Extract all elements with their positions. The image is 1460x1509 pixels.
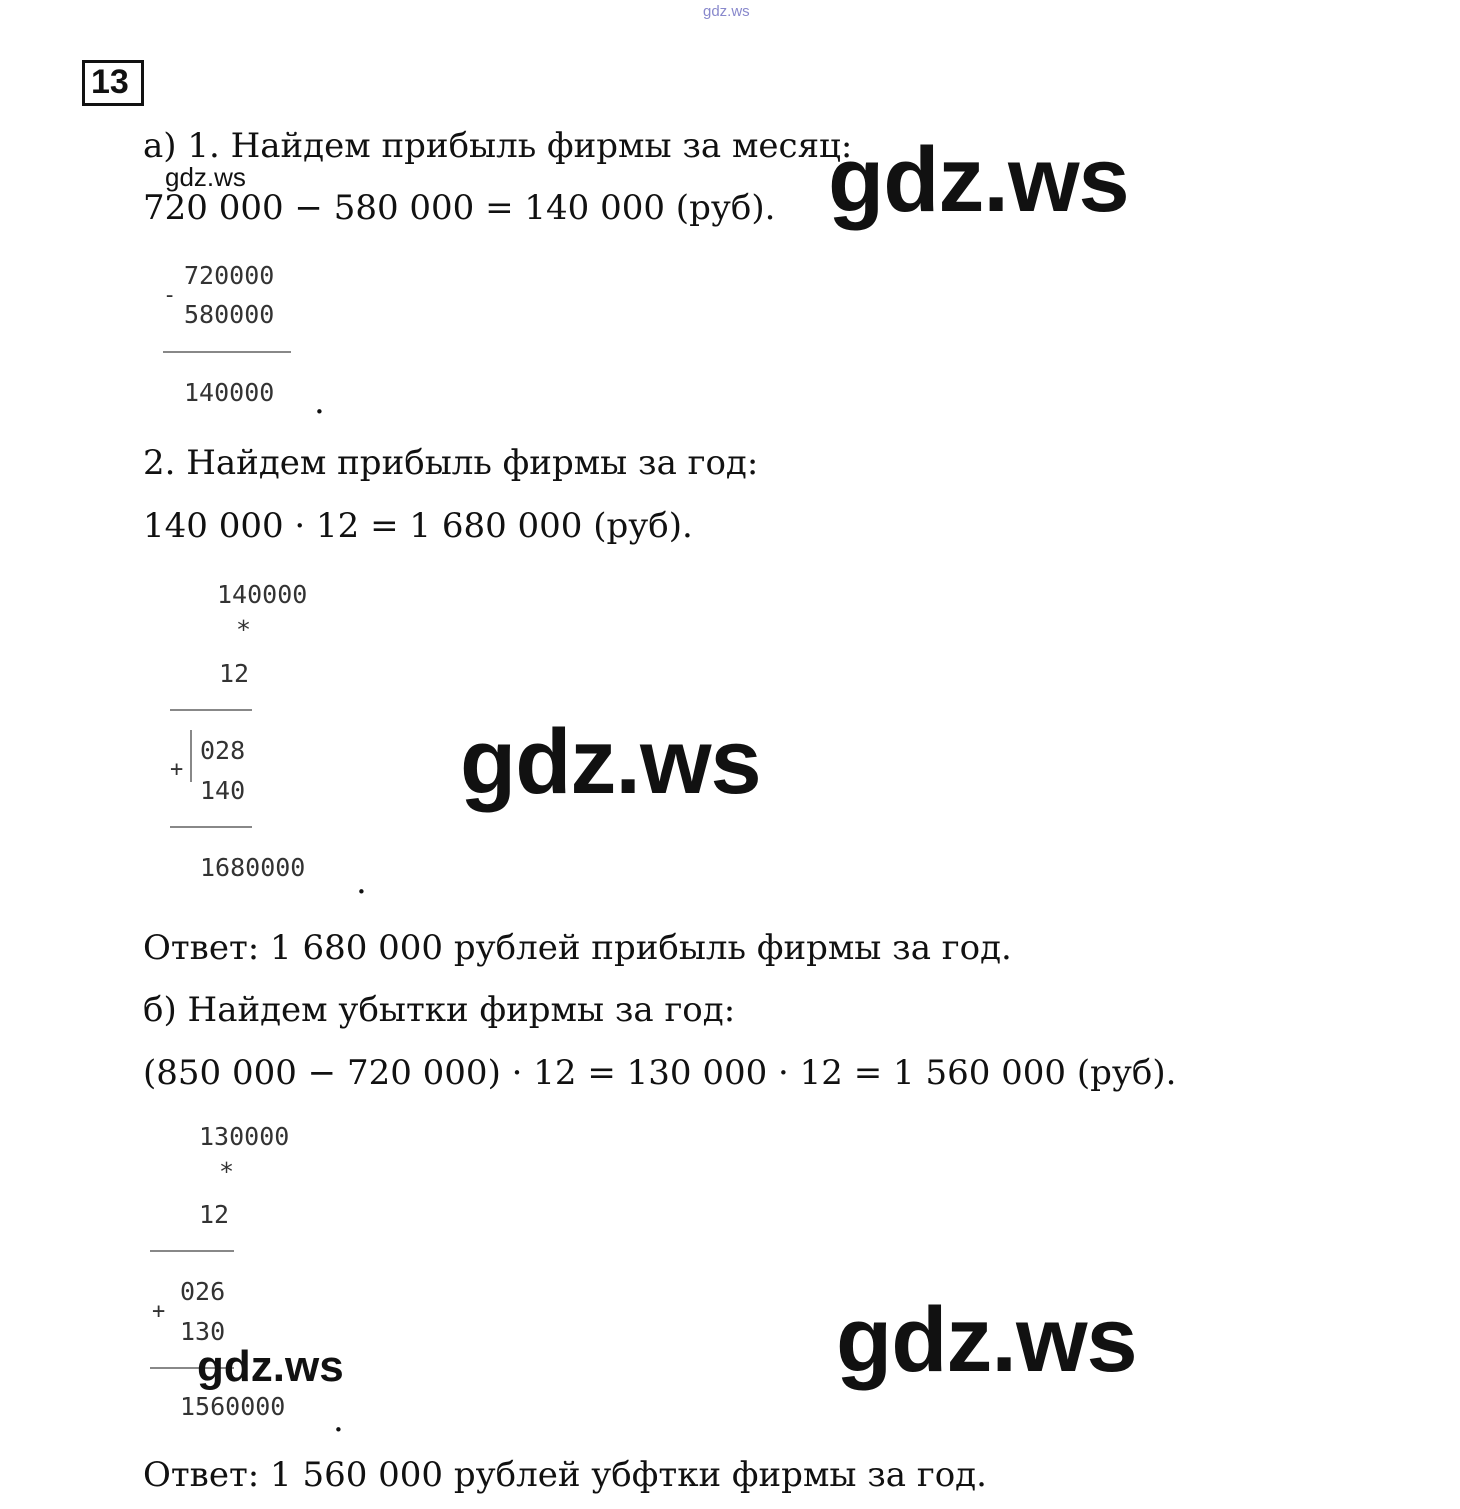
calc2-result: 1680000	[200, 853, 306, 882]
calc2-rule-2	[170, 826, 252, 828]
part-b-expression: (850 000 − 720 000) · 12 = 130 000 · 12 = 1 560 000 (руб).	[143, 1053, 1177, 1093]
watermark-mid: gdz.ws	[197, 1342, 344, 1391]
calc3-result: 1560000	[180, 1392, 286, 1421]
calc1-result: 140000	[184, 378, 275, 407]
calc1-line2: 580000	[184, 300, 275, 329]
calc2-line1: 140000	[217, 580, 308, 609]
calc3-partial2: 130	[180, 1317, 226, 1346]
calc2-line2: 12	[219, 659, 250, 688]
watermark-top: gdz.ws	[703, 3, 750, 20]
part-a-step1-title: а) 1. Найдем прибыль фирмы за месяц:	[143, 126, 853, 166]
watermark-big-3: gdz.ws	[836, 1289, 1137, 1391]
watermark-big-2: gdz.ws	[460, 711, 761, 813]
calc2-partial2: 140	[200, 776, 246, 805]
calc1-minus: -	[163, 283, 177, 308]
calc3-rule-1	[150, 1250, 234, 1252]
watermark-big-1: gdz.ws	[828, 129, 1129, 231]
part-a-step2-title: 2. Найдем прибыль фирмы за год:	[143, 443, 759, 483]
part-a-step2-expression: 140 000 · 12 = 1 680 000 (руб).	[143, 506, 693, 546]
calc3-op: *	[219, 1157, 235, 1186]
calc1-rule	[163, 351, 291, 353]
calc2-rule-1	[170, 709, 252, 711]
calc2-op: *	[236, 615, 252, 644]
watermark-small-1: gdz.ws	[165, 162, 246, 192]
calc3-line1: 130000	[199, 1122, 290, 1151]
part-b-answer: Ответ: 1 560 000 рублей убфтки фирмы за год.	[143, 1455, 987, 1495]
part-a-step1-expression: 720 000 − 580 000 = 140 000 (руб).	[143, 188, 776, 228]
calc3-plus: +	[152, 1299, 166, 1324]
calc3-partial1: 026	[180, 1277, 226, 1306]
calc3-line2: 12	[199, 1200, 230, 1229]
calc2-dot: .	[356, 862, 367, 902]
part-b-title: б) Найдем убытки фирмы за год:	[143, 990, 736, 1030]
calc2-bar	[190, 730, 192, 782]
calc1-dot: .	[314, 382, 325, 422]
calc3-dot: .	[333, 1400, 344, 1440]
calc2-partial1: 028	[200, 736, 246, 765]
calc1-line1: 720000	[184, 261, 275, 290]
problem-number: 13	[82, 60, 144, 106]
calc2-plus: +	[170, 757, 184, 782]
part-a-answer: Ответ: 1 680 000 рублей прибыль фирмы за год.	[143, 928, 1012, 968]
